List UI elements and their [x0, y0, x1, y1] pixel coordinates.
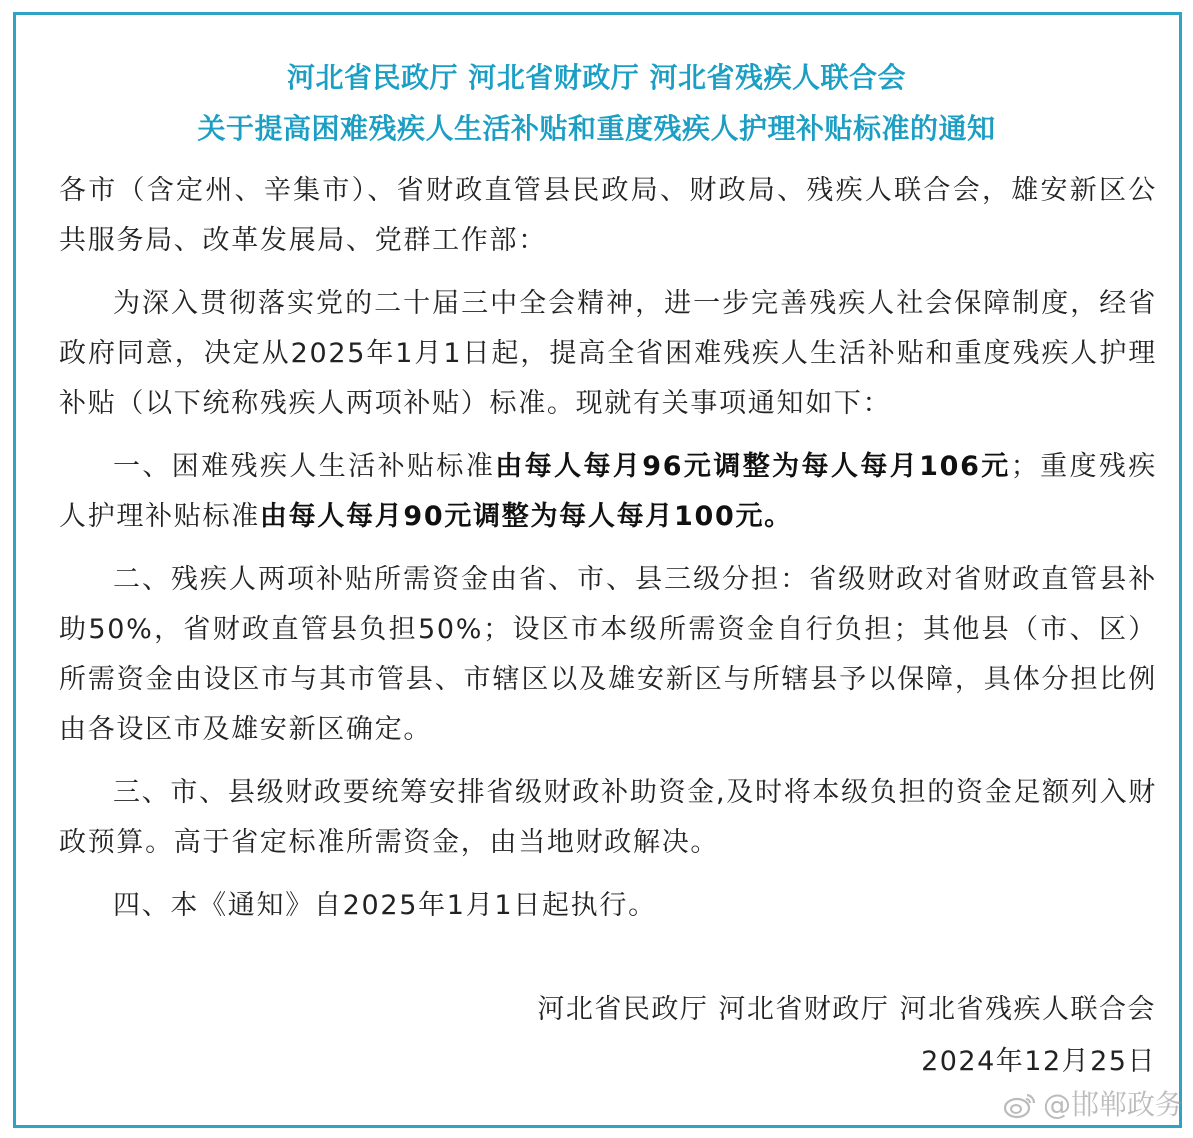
- item-1-text-b: ；重度残疾人护理补贴标准: [59, 451, 1158, 532]
- item-1-bold-a: 由每人每月96元调整为每人每月106元: [495, 451, 1011, 482]
- weibo-icon: [1003, 1091, 1037, 1119]
- title-subject: 关于提高困难残疾人生活补贴和重度残疾人护理补贴标准的通知: [197, 112, 996, 145]
- item-2-paragraph: 二、残疾人两项补贴所需资金由省、市、县三级分担：省级财政对省财政直管县补助50%，省财政直管县负担50%；设区市本级所需资金自行负担；其他县（市、区）所需资金由设区市与其市管县、市辖区以及雄安新区与所辖县予以保障，具体分担比例由各设区市及雄安新区确定。: [59, 564, 1157, 745]
- signature-issuers: 河北省民政厅 河北省财政厅 河北省残疾人联合会: [537, 994, 1156, 1025]
- item-1-bold-b: 由每人每月90元调整为每人每月100元。: [259, 501, 793, 532]
- title-issuers: 河北省民政厅 河北省财政厅 河北省残疾人联合会: [287, 61, 906, 94]
- intro-paragraph: 为深入贯彻落实党的二十届三中全会精神，进一步完善残疾人社会保障制度，经省政府同意，决定从2025年1月1日起，提高全省困难残疾人生活补贴和重度残疾人护理补贴（以下统称残疾人两项补贴）标准。现就有关事项通知如下：: [59, 288, 1157, 419]
- item-3-paragraph: 三、市、县级财政要统筹安排省级财政补助资金,及时将本级负担的资金足额列入财政预算。高于省定标准所需资金，由当地财政解决。: [59, 777, 1157, 858]
- item-1-paragraph: [59, 442, 1157, 542]
- watermark-text: @邯郸政务: [1042, 1088, 1183, 1121]
- document-body: [59, 166, 1157, 931]
- signature-block: [537, 984, 1156, 1088]
- item-4-paragraph: 四、本《通知》自2025年1月1日起执行。: [113, 890, 657, 921]
- item-1-text-a: 一、困难残疾人生活补贴标准: [113, 451, 496, 482]
- watermark: [1003, 1085, 1183, 1125]
- signature-date: 2024年12月25日: [921, 1046, 1156, 1077]
- addressee-paragraph: 各市（含定州、辛集市）、省财政直管县民政局、财政局、残疾人联合会，雄安新区公共服务局、改革发展局、党群工作部：: [59, 175, 1157, 256]
